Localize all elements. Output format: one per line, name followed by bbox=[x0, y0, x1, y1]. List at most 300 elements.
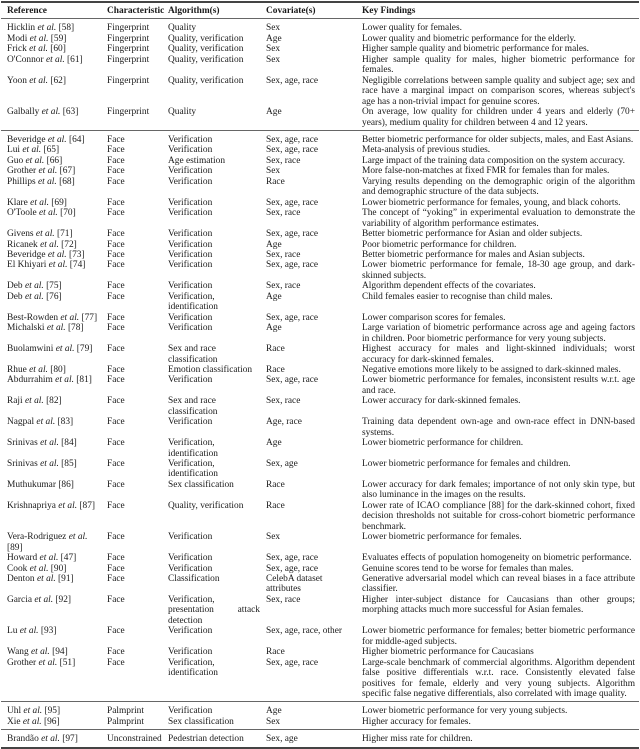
cell-key-findings: Higher inter-subject distance for Caucasians than other groups; morphing attacks much more successful for Asian females. bbox=[362, 594, 635, 616]
reference-etal: et al. bbox=[29, 563, 49, 574]
table-row bbox=[1, 730, 639, 748]
table-row bbox=[1, 156, 639, 166]
cell-covariates: Sex, race bbox=[266, 594, 301, 605]
cell-characteristic: Fingerprint bbox=[107, 44, 150, 55]
cell-reference bbox=[1, 107, 101, 130]
cell-algorithm: Verification bbox=[168, 239, 213, 250]
reference-author: Modi bbox=[7, 33, 28, 44]
reference-citation: [87] bbox=[79, 500, 96, 511]
cell-reference bbox=[1, 145, 101, 155]
cell-reference bbox=[1, 344, 101, 365]
table-row bbox=[1, 626, 639, 647]
cell-key-findings: Large-scale benchmark of commercial algorithms. Algorithm dependent false positive differentials w.r.t. race. Consistently elevated false positives for female, elderly and very young subjects. Algorithm specific false negative differentials, also correlated with image quality. bbox=[362, 657, 635, 699]
cell-key-findings: More false-non-matches at fixed FMR for females than for males. bbox=[362, 166, 610, 177]
table-row bbox=[1, 250, 639, 260]
cell-covariates: Age bbox=[266, 291, 282, 302]
cell-covariates: Sex bbox=[266, 532, 281, 543]
cell-characteristic: Face bbox=[107, 166, 125, 177]
reference-citation: [68] bbox=[59, 176, 75, 187]
cell-key-findings: Large variation of biometric performance across age and ageing factors in children. Poor biometric performance for very young subjects. bbox=[362, 323, 635, 344]
cell-reference bbox=[1, 177, 101, 198]
reference-etal: et al. bbox=[46, 323, 66, 334]
reference-etal: et al. bbox=[29, 364, 48, 375]
reference-etal: et al. bbox=[40, 438, 59, 449]
reference-author: Beveridge bbox=[7, 134, 46, 145]
cell-characteristic: Face bbox=[107, 532, 125, 543]
cell-algorithm: Verification bbox=[168, 281, 213, 292]
reference-author: Deb bbox=[7, 281, 23, 292]
cell-reference bbox=[1, 281, 101, 291]
reference-etal: et al. bbox=[37, 23, 57, 34]
cell-covariates: Sex, race bbox=[266, 155, 301, 166]
cell-algorithm: Verification, identification bbox=[168, 291, 218, 313]
reference-citation: [96] bbox=[43, 716, 60, 727]
reference-etal: et al. bbox=[36, 417, 56, 428]
cell-covariates: Sex, age, race bbox=[266, 657, 319, 668]
cell-characteristic: Palmprint bbox=[101, 702, 162, 717]
cell-covariates: Sex, age, race bbox=[266, 375, 319, 386]
cell-algorithm: Verification bbox=[162, 130, 260, 145]
cell-key-findings: Lower quality and biometric performance for the elderly. bbox=[362, 33, 576, 44]
cell-covariates: Age bbox=[266, 323, 282, 334]
reference-author: Guo bbox=[7, 155, 24, 166]
cell-reference bbox=[1, 417, 101, 438]
reference-citation: [61] bbox=[67, 54, 83, 65]
reference-citation: [51] bbox=[59, 657, 76, 668]
cell-characteristic: Face bbox=[107, 657, 125, 668]
cell-key-findings: Poor biometric performance for children. bbox=[362, 239, 517, 250]
cell-key-findings: Lower accuracy for dark females; importance of not only skin type, but also luminance in the images on the results. bbox=[362, 479, 635, 501]
cell-key-findings: Lower biometric performance for females; better biometric performance for middle-aged subjects. bbox=[362, 626, 635, 647]
table-row bbox=[1, 166, 639, 176]
cell-algorithm: Verification bbox=[168, 532, 213, 543]
cell-algorithm: Verification bbox=[162, 702, 260, 717]
cell-algorithm: Quality, verification bbox=[168, 54, 244, 65]
reference-author: Denton bbox=[7, 574, 35, 585]
table-group-fingerprint bbox=[1, 19, 639, 131]
cell-characteristic: Face bbox=[107, 500, 125, 511]
cell-covariates: Sex, race bbox=[266, 249, 301, 260]
reference-etal: et al. bbox=[47, 134, 67, 145]
table-row bbox=[1, 55, 639, 76]
cell-key-findings: Lower biometric performance for females, young, and black cohorts. bbox=[362, 197, 621, 208]
cell-algorithm: Verification bbox=[168, 417, 213, 428]
cell-key-findings: Lower biometric performance for females and children. bbox=[362, 459, 571, 470]
cell-algorithm: Classification bbox=[168, 574, 220, 585]
cell-characteristic: Face bbox=[107, 145, 125, 156]
reference-etal: et al. bbox=[48, 260, 68, 271]
cell-characteristic: Face bbox=[107, 344, 125, 355]
reference-citation: [64] bbox=[68, 134, 85, 145]
table-row bbox=[1, 396, 639, 417]
reference-author: Grother bbox=[7, 166, 37, 177]
cell-reference bbox=[1, 323, 101, 344]
cell-characteristic: Fingerprint bbox=[107, 75, 150, 86]
cell-covariates: Sex, race bbox=[266, 281, 301, 292]
reference-author: Cook bbox=[7, 563, 28, 574]
cell-algorithm: Verification bbox=[168, 563, 213, 574]
table-row bbox=[1, 323, 639, 344]
cell-algorithm: Emotion classification bbox=[168, 364, 253, 375]
reference-etal: et al. bbox=[68, 532, 88, 543]
reference-author: Abdurrahim bbox=[7, 375, 53, 386]
cell-reference bbox=[1, 34, 101, 44]
cell-algorithm: Verification bbox=[168, 375, 213, 386]
cell-reference bbox=[1, 240, 101, 250]
table-row bbox=[1, 229, 639, 239]
cell-key-findings: Highest accuracy for males and light-skinned individuals; worst accuracy for dark-skinned females. bbox=[362, 344, 635, 365]
cell-covariates: Race bbox=[266, 479, 285, 490]
reference-citation: [73] bbox=[68, 249, 85, 260]
reference-citation: [85] bbox=[61, 459, 77, 470]
table-row bbox=[1, 240, 639, 250]
cell-characteristic: Face bbox=[107, 176, 125, 187]
reference-citation: [60] bbox=[50, 44, 66, 55]
cell-algorithm: Verification bbox=[168, 249, 213, 260]
cell-characteristic: Face bbox=[107, 260, 125, 271]
table-group-face bbox=[1, 130, 639, 701]
cell-key-findings: Better biometric performance for Asian and older subjects. bbox=[362, 229, 583, 240]
reference-author: Hicklin bbox=[7, 23, 36, 34]
cell-algorithm: Pedestrian detection bbox=[162, 730, 260, 748]
reference-author: Krishnapriya bbox=[7, 500, 56, 511]
reference-etal: et al. bbox=[30, 647, 50, 658]
header-characteristic: Characteristic bbox=[101, 2, 162, 19]
cell-algorithm: Verification bbox=[168, 647, 213, 658]
table-row bbox=[1, 595, 639, 626]
cell-characteristic: Face bbox=[107, 281, 125, 292]
cell-covariates: Race bbox=[266, 344, 285, 355]
cell-covariates: Sex, age, race bbox=[266, 312, 319, 323]
cell-covariates: Sex, age bbox=[266, 459, 298, 470]
cell-key-findings: Higher sample quality and biometric performance for males. bbox=[362, 44, 590, 55]
cell-key-findings: Lower comparison scores for females. bbox=[362, 312, 506, 323]
cell-reference bbox=[1, 44, 101, 54]
cell-characteristic: Face bbox=[107, 249, 125, 260]
cell-algorithm: Verification, presentation attack detection bbox=[168, 594, 260, 626]
cell-characteristic: Face bbox=[107, 229, 125, 240]
cell-key-findings: Training data dependent own-age and own-race effect in DNN-based systems. bbox=[362, 417, 635, 438]
reference-author: Howard bbox=[7, 553, 38, 564]
reference-etal: et al. bbox=[35, 229, 55, 240]
reference-citation: [79] bbox=[76, 344, 93, 355]
reference-etal: et al. bbox=[40, 459, 59, 470]
reference-etal: et al. bbox=[24, 291, 44, 302]
reference-citation: [95] bbox=[44, 706, 61, 717]
cell-key-findings: Lower biometric performance for very young subjects. bbox=[356, 702, 639, 717]
cell-characteristic: Face bbox=[107, 291, 125, 302]
cell-characteristic: Face bbox=[107, 479, 125, 490]
reference-etal: et al. bbox=[25, 155, 45, 166]
table-row bbox=[1, 292, 639, 313]
cell-key-findings: Higher accuracy for females. bbox=[362, 716, 471, 727]
reference-citation: [91] bbox=[58, 574, 74, 585]
reference-citation: [72] bbox=[61, 239, 77, 250]
header-covariates: Covariate(s) bbox=[260, 2, 356, 19]
cell-key-findings: Lower accuracy for dark-skinned females. bbox=[362, 396, 521, 407]
reference-citation: [71] bbox=[57, 229, 73, 240]
cell-reference bbox=[1, 260, 101, 281]
table-row bbox=[1, 574, 639, 595]
reference-author: O'Toole bbox=[7, 208, 37, 219]
reference-citation: [84] bbox=[61, 438, 77, 449]
cell-key-findings: Evaluates effects of population homogeneity on biometric performance. bbox=[362, 553, 632, 564]
cell-reference bbox=[1, 396, 101, 417]
cell-reference bbox=[1, 532, 101, 553]
cell-algorithm: Verification, identification bbox=[168, 438, 218, 459]
reference-author: Nagpal bbox=[7, 417, 35, 428]
reference-citation: [86] bbox=[58, 479, 74, 490]
header-algorithms: Algorithm(s) bbox=[162, 2, 260, 19]
table-row bbox=[1, 532, 639, 553]
cell-algorithm: Quality, verification bbox=[168, 44, 244, 55]
cell-key-findings: Better biometric performance for males and Asian subjects. bbox=[362, 249, 585, 260]
cell-reference bbox=[1, 375, 101, 396]
reference-etal: et al. bbox=[45, 54, 65, 65]
reference-citation: [97] bbox=[62, 734, 78, 745]
reference-etal: et al. bbox=[58, 500, 78, 511]
reference-citation: [70] bbox=[60, 208, 76, 219]
cell-covariates: Sex, age, race bbox=[266, 197, 319, 208]
cell-characteristic: Face bbox=[107, 417, 125, 428]
cell-characteristic: Fingerprint bbox=[107, 23, 150, 34]
cell-reference bbox=[1, 459, 101, 480]
cell-reference bbox=[1, 292, 101, 313]
table-row bbox=[1, 208, 639, 229]
cell-characteristic: Fingerprint bbox=[107, 107, 150, 118]
reference-etal: et al. bbox=[47, 249, 67, 260]
reference-etal: et al. bbox=[55, 375, 74, 386]
cell-key-findings: Higher sample quality for males, higher biometric performance for females. bbox=[362, 54, 635, 76]
cell-algorithm: Verification, identification bbox=[168, 459, 218, 480]
table-row bbox=[1, 313, 639, 323]
cell-covariates: Sex, age, race bbox=[266, 553, 319, 564]
cell-characteristic: Face bbox=[107, 594, 125, 605]
table-row bbox=[1, 564, 639, 574]
reference-etal: et al. bbox=[39, 553, 59, 564]
reference-etal: et al. bbox=[29, 75, 48, 86]
reference-author: Garcia bbox=[7, 594, 32, 605]
cell-reference bbox=[1, 730, 101, 748]
cell-characteristic: Face bbox=[101, 130, 162, 145]
cell-key-findings: Negligible correlations between sample quality and subject age; sex and race have a marginal impact on comparison scores, whereas subject's age has a non-trivial impact for genuine scores. bbox=[362, 75, 635, 107]
cell-reference bbox=[1, 574, 101, 595]
reference-etal: et al. bbox=[22, 716, 42, 727]
reference-author: Srinivas bbox=[7, 459, 38, 470]
cell-reference bbox=[1, 166, 101, 176]
cell-characteristic: Face bbox=[107, 438, 125, 449]
cell-algorithm: Sex classification bbox=[168, 716, 234, 727]
cell-algorithm: Verification bbox=[168, 553, 213, 564]
cell-characteristic: Face bbox=[107, 197, 125, 208]
cell-reference bbox=[1, 480, 101, 501]
reference-author: Galbally bbox=[7, 107, 40, 118]
cell-covariates: Sex bbox=[266, 166, 281, 177]
cell-reference bbox=[1, 76, 101, 107]
reference-citation: [76] bbox=[46, 291, 62, 302]
cell-reference bbox=[1, 438, 101, 459]
cell-reference bbox=[1, 501, 101, 532]
reference-citation: [58] bbox=[58, 23, 75, 34]
cell-characteristic: Face bbox=[107, 574, 125, 585]
table-row bbox=[1, 76, 639, 107]
cell-reference bbox=[1, 717, 101, 730]
cell-key-findings: Child females easier to recognise than child males. bbox=[362, 291, 553, 302]
cell-key-findings: Higher biometric performance for Caucasians bbox=[362, 647, 534, 658]
reference-citation: [62] bbox=[50, 75, 66, 86]
cell-characteristic: Palmprint bbox=[107, 716, 144, 727]
literature-table bbox=[1, 1, 639, 749]
reference-citation: [90] bbox=[50, 563, 67, 574]
reference-etal: et al. bbox=[19, 626, 39, 637]
cell-key-findings: On average, low quality for children under 4 years and elderly (70+ years), medium quality for children between 4 and 12 years. bbox=[362, 107, 635, 128]
cell-covariates: Sex, race bbox=[266, 396, 301, 407]
reference-author: Phillips bbox=[7, 176, 36, 187]
reference-author: Lu bbox=[7, 626, 18, 637]
cell-key-findings: Higher miss rate for children. bbox=[356, 730, 639, 748]
reference-citation: [59] bbox=[50, 33, 67, 44]
cell-key-findings: The concept of “yoking” in experimental evaluation to demonstrate the variability of algorithm performance estimates. bbox=[362, 208, 635, 229]
cell-key-findings: Varying results depending on the demographic origin of the algorithm and demographic structure of the data subjects. bbox=[362, 176, 635, 198]
table-row bbox=[1, 658, 639, 702]
cell-reference bbox=[1, 55, 101, 76]
reference-author: Uhl bbox=[7, 706, 22, 717]
cell-covariates: Race bbox=[266, 647, 285, 658]
cell-reference bbox=[1, 156, 101, 166]
cell-key-findings: Algorithm dependent effects of the covariates. bbox=[362, 281, 536, 292]
cell-characteristic: Face bbox=[107, 208, 125, 219]
reference-citation: [75] bbox=[46, 281, 62, 292]
reference-etal: et al. bbox=[24, 396, 44, 407]
cell-covariates: Race bbox=[266, 364, 285, 375]
reference-author: Givens bbox=[7, 229, 34, 240]
cell-reference bbox=[1, 229, 101, 239]
cell-covariates: Age, race bbox=[266, 417, 302, 428]
cell-reference bbox=[1, 365, 101, 375]
table-row bbox=[1, 344, 639, 365]
cell-covariates: Sex, age, race bbox=[260, 130, 356, 145]
cell-reference bbox=[1, 250, 101, 260]
reference-author: Michalski bbox=[7, 323, 45, 334]
table-row bbox=[1, 44, 639, 54]
reference-etal: et al. bbox=[34, 594, 54, 605]
table-row bbox=[1, 177, 639, 198]
reference-etal: et al. bbox=[38, 166, 58, 177]
cell-algorithm: Quality, verification bbox=[168, 500, 244, 511]
cell-covariates: Race bbox=[266, 176, 285, 187]
cell-algorithm: Verification bbox=[168, 229, 213, 240]
cell-covariates: Age bbox=[266, 239, 282, 250]
cell-characteristic: Face bbox=[107, 647, 125, 658]
table-group-palmprint bbox=[1, 702, 639, 730]
cell-reference bbox=[1, 208, 101, 229]
reference-author: Wang bbox=[7, 647, 29, 658]
table-row bbox=[1, 365, 639, 375]
reference-author: Buolamwini bbox=[7, 344, 54, 355]
cell-algorithm: Verification bbox=[168, 145, 213, 156]
table-row bbox=[1, 647, 639, 657]
table-row bbox=[1, 34, 639, 44]
cell-reference bbox=[1, 198, 101, 208]
cell-reference bbox=[1, 702, 101, 717]
header-reference: Reference bbox=[1, 2, 101, 19]
cell-algorithm: Verification bbox=[168, 197, 213, 208]
cell-covariates: Sex, age, race bbox=[266, 229, 319, 240]
reference-citation: [93] bbox=[40, 626, 57, 637]
reference-author: Klare bbox=[7, 197, 28, 208]
reference-etal: et al. bbox=[40, 239, 59, 250]
table-row bbox=[1, 198, 639, 208]
reference-citation: [67] bbox=[59, 166, 76, 177]
cell-characteristic: Unconstrained bbox=[101, 730, 162, 748]
cell-characteristic: Face bbox=[107, 563, 125, 574]
cell-covariates: Age bbox=[266, 107, 282, 118]
reference-citation: [78] bbox=[67, 323, 84, 334]
cell-covariates: Sex bbox=[266, 716, 281, 727]
cell-algorithm: Quality, verification bbox=[168, 33, 244, 44]
reference-author: Rhue bbox=[7, 364, 27, 375]
table-row bbox=[1, 260, 639, 281]
reference-etal: et al. bbox=[38, 176, 57, 187]
cell-characteristic: Face bbox=[107, 364, 125, 375]
reference-citation: [77] bbox=[81, 312, 98, 323]
cell-key-findings: Lower biometric performance for female, 18-30 age group, and dark-skinned subjects. bbox=[362, 260, 635, 281]
reference-author: O'Connor bbox=[7, 54, 44, 65]
table-row bbox=[1, 107, 639, 130]
cell-key-findings: Large impact of the training data composition on the system accuracy. bbox=[362, 155, 625, 166]
cell-algorithm: Sex and race classification bbox=[168, 344, 218, 365]
cell-reference bbox=[1, 647, 101, 657]
reference-citation: [63] bbox=[62, 107, 79, 118]
table-row bbox=[1, 281, 639, 291]
reference-author: Xie bbox=[7, 716, 21, 727]
reference-author: Deb bbox=[7, 291, 23, 302]
reference-citation: [74] bbox=[69, 260, 86, 271]
cell-covariates: Age bbox=[266, 438, 282, 449]
cell-characteristic: Face bbox=[107, 396, 125, 407]
reference-citation: [47] bbox=[60, 553, 77, 564]
cell-covariates: CelebA dataset attributes bbox=[266, 574, 323, 595]
cell-characteristic: Face bbox=[107, 312, 125, 323]
cell-covariates: Sex bbox=[266, 44, 281, 55]
table-row bbox=[1, 501, 639, 532]
cell-key-findings: Lower rate of ICAO compliance [88] for the dark-skinned cohort, fixed decision thresholds not suitable for cross-cohort biometric performance benchmark. bbox=[362, 500, 635, 532]
reference-author: Frick bbox=[7, 44, 27, 55]
reference-etal: et al. bbox=[39, 208, 58, 219]
cell-covariates: Sex, age bbox=[260, 730, 356, 748]
header-key-findings: Key Findings bbox=[356, 2, 639, 19]
cell-algorithm: Quality bbox=[168, 23, 197, 34]
cell-algorithm: Verification, identification bbox=[168, 657, 218, 679]
reference-author: Yoon bbox=[7, 75, 27, 86]
table-row bbox=[1, 702, 639, 717]
cell-reference bbox=[1, 595, 101, 626]
cell-key-findings: Lower biometric performance for females. bbox=[362, 532, 522, 543]
reference-etal: et al. bbox=[22, 145, 42, 156]
cell-reference bbox=[1, 313, 101, 323]
cell-covariates: Sex, age, race bbox=[266, 260, 319, 271]
reference-author: Best-Rowden bbox=[7, 312, 59, 323]
cell-reference bbox=[1, 564, 101, 574]
reference-author: Lui bbox=[7, 145, 21, 156]
table-row bbox=[1, 130, 639, 145]
table-row bbox=[1, 438, 639, 459]
reference-citation: [82] bbox=[46, 396, 62, 407]
cell-algorithm: Verification bbox=[168, 626, 213, 637]
cell-key-findings: Meta-analysis of previous studies. bbox=[362, 145, 491, 156]
cell-reference bbox=[1, 130, 101, 145]
table-row bbox=[1, 417, 639, 438]
